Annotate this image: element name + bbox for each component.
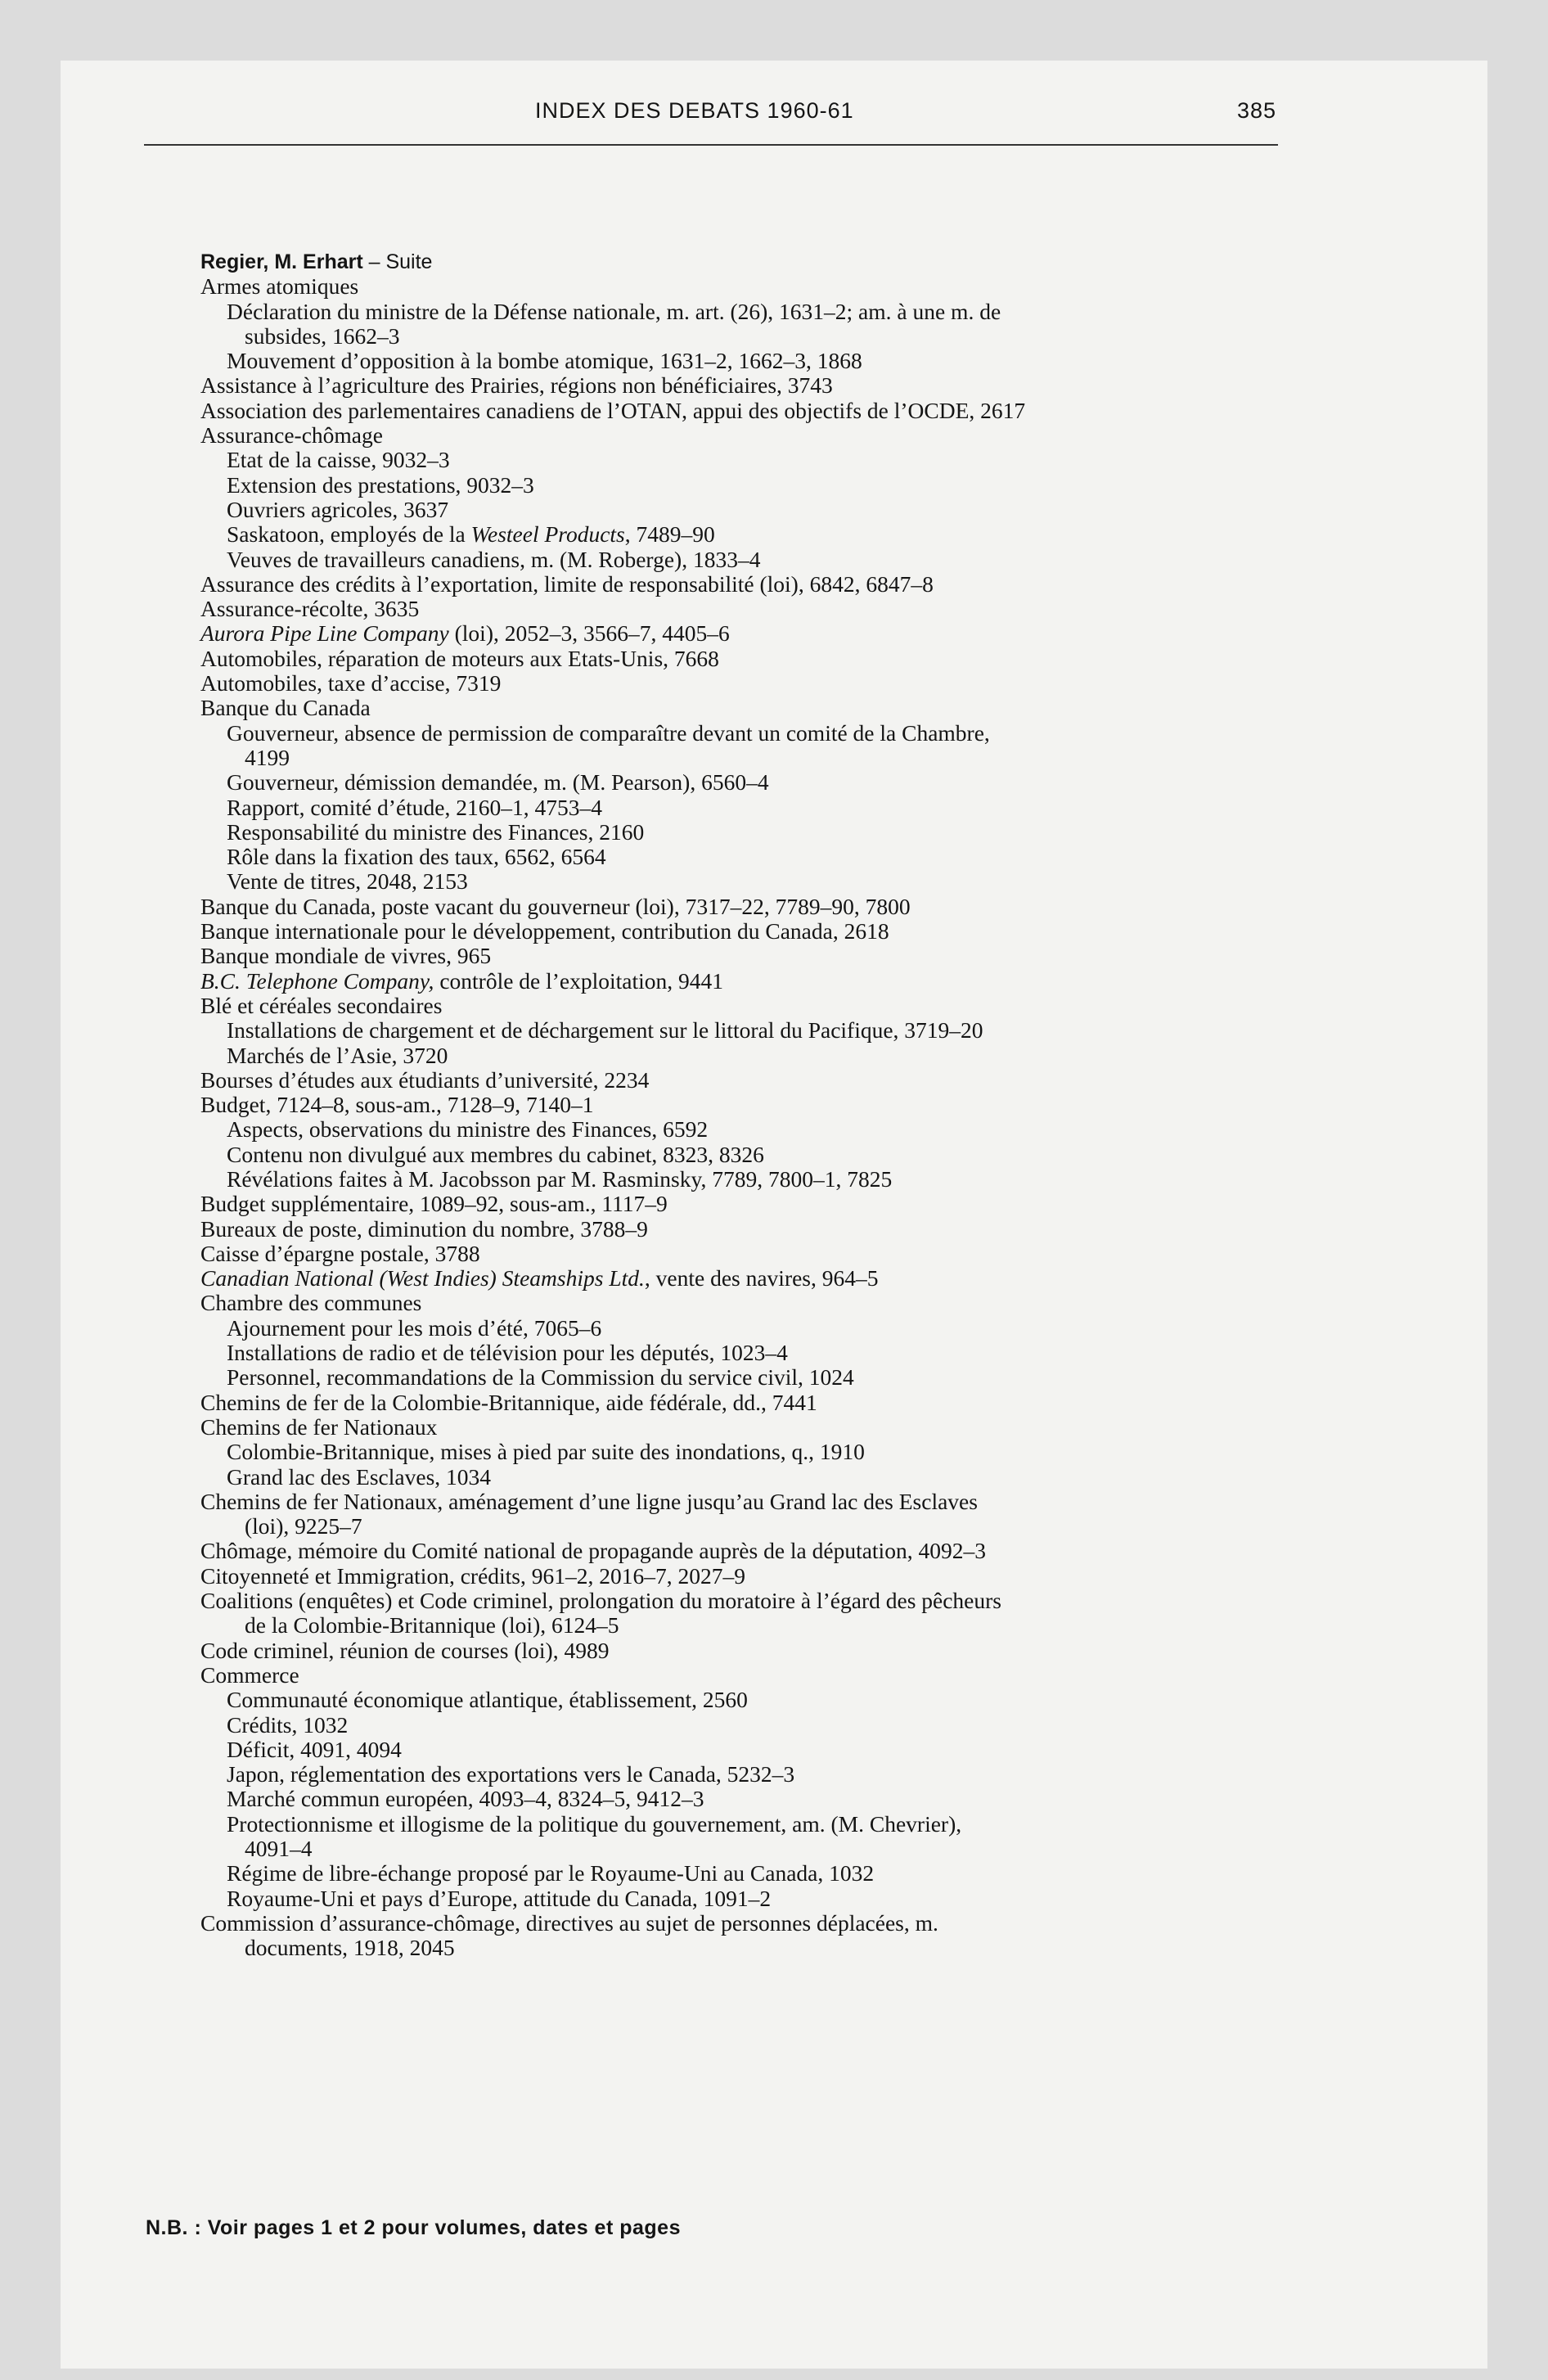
page-number: 385 — [1236, 98, 1276, 123]
index-entry — [200, 1539, 1346, 1563]
entry-text: (loi), 9225–7 — [245, 1513, 362, 1539]
index-entry — [200, 1415, 1346, 1440]
running-header — [142, 98, 1276, 131]
index-subentry — [200, 845, 1346, 869]
entry-text: Association des parlementaires canadiens de l’OTAN, appui des objectifs de l’OCDE, 2617 — [200, 397, 1026, 423]
index-subentry — [200, 1886, 1346, 1911]
index-subentry — [200, 1688, 1346, 1712]
entry-text: Déficit, 4091, 4094 — [227, 1736, 402, 1762]
entry-text: Extension des prestations, 9032–3 — [227, 471, 534, 498]
index-subentry — [200, 1713, 1346, 1738]
index-entry — [200, 1639, 1346, 1663]
entry-title-italic: Westeel Products — [470, 521, 625, 548]
entry-text: documents, 1918, 2045 — [245, 1935, 455, 1961]
entry-text: 4091–4 — [245, 1836, 313, 1861]
index-entry — [200, 1490, 1346, 1514]
index-entry-continuation — [200, 1837, 1346, 1861]
index-entry — [200, 597, 1346, 621]
index-entry — [200, 1068, 1346, 1093]
index-entry — [200, 944, 1346, 968]
index-entry — [200, 671, 1346, 696]
entry-text: Blé et céréales secondaires — [200, 992, 443, 1018]
index-subentry — [200, 1143, 1346, 1167]
entry-text: Rapport, comité d’étude, 2160–1, 4753–4 — [227, 794, 603, 820]
entry-text: 4199 — [245, 744, 290, 770]
entry-text: de la Colombie-Britannique (loi), 6124–5 — [245, 1612, 619, 1639]
index-subentry — [200, 1316, 1346, 1341]
index-entry — [200, 1391, 1346, 1415]
entry-text: Contenu non divulgué aux membres du cabinet, 8323, 8326 — [227, 1141, 764, 1167]
entry-text: Grand lac des Esclaves, 1034 — [227, 1463, 492, 1490]
entry-text: Coalitions (enquêtes) et Code criminel, prolongation du moratoire à l’égard des pêcheurs — [200, 1588, 1002, 1614]
entry-title-italic: Canadian National (West Indies) Steamships Ltd. — [200, 1265, 645, 1291]
entry-text: Commission d’assurance-chômage, directives au sujet de personnes déplacées, m. — [200, 1909, 938, 1936]
entry-text: Installations de chargement et de déchargement sur le littoral du Pacifique, 3719–20 — [227, 1017, 983, 1044]
entry-text: Saskatoon, employés de la — [227, 521, 471, 548]
entry-pages: , 7489–90 — [624, 521, 715, 548]
heading-suffix: – Suite — [362, 250, 433, 273]
index-subentry — [200, 1365, 1346, 1390]
index-entry — [200, 274, 1346, 299]
entry-list — [200, 274, 1346, 1960]
entry-text: Aspects, observations du ministre des Finances, 6592 — [227, 1116, 709, 1143]
index-subentry — [200, 1018, 1346, 1043]
entry-text: Banque du Canada — [200, 695, 371, 721]
index-subentry — [200, 349, 1346, 373]
index-subentry — [200, 796, 1346, 820]
entry-text: Veuves de travailleurs canadiens, m. (M. Roberge), 1833–4 — [227, 546, 761, 572]
index-subentry — [200, 1787, 1346, 1811]
index-subentry — [200, 300, 1346, 324]
index-entry-continuation — [200, 1936, 1346, 1960]
entry-text: Chemins de fer Nationaux — [200, 1413, 438, 1440]
index-subentry — [200, 498, 1346, 522]
entry-text: Responsabilité du ministre des Finances, 2160 — [227, 818, 645, 845]
index-subentry — [200, 548, 1346, 572]
index-entry — [200, 1217, 1346, 1242]
entry-text: Armes atomiques — [200, 273, 359, 300]
index-entry — [200, 621, 1346, 646]
entry-text: Chemins de fer de la Colombie-Britannique, aide fédérale, dd., 7441 — [200, 1389, 817, 1415]
entry-text: Citoyenneté et Immigration, crédits, 961–2, 2016–7, 2027–9 — [200, 1562, 746, 1589]
index-entry — [200, 423, 1346, 448]
index-subentry — [200, 1738, 1346, 1762]
index-entry — [200, 1663, 1346, 1688]
entry-text: Ajournement pour les mois d’été, 7065–6 — [227, 1314, 602, 1341]
index-subentry — [200, 473, 1346, 498]
entry-text: Commerce — [200, 1661, 299, 1688]
entry-text: Chambre des communes — [200, 1290, 422, 1316]
heading-name: Regier, M. Erhart — [200, 250, 363, 273]
index-entry — [200, 1564, 1346, 1589]
footer-note: N.B. : Voir pages 1 et 2 pour volumes, dates et pages — [146, 2216, 681, 2239]
entry-text: Protectionnisme et illogisme de la politique du gouvernement, am. (M. Chevrier), — [227, 1810, 962, 1837]
entry-text: Crédits, 1032 — [227, 1711, 349, 1738]
entry-text: Vente de titres, 2048, 2153 — [227, 868, 468, 895]
index-entry — [200, 1911, 1346, 1936]
index-entry — [200, 1093, 1346, 1117]
entry-text: Assurance des crédits à l’exportation, limite de responsabilité (loi), 6842, 6847–8 — [200, 570, 934, 597]
entry-pages: , vente des navires, 964–5 — [644, 1265, 879, 1291]
entry-text: Code criminel, réunion de courses (loi), 4989 — [200, 1637, 610, 1663]
index-subentry — [200, 1861, 1346, 1886]
entry-text: Révélations faites à M. Jacobsson par M. Rasminsky, 7789, 7800–1, 7825 — [227, 1165, 893, 1192]
entry-text: Marchés de l’Asie, 3720 — [227, 1042, 448, 1068]
index-entry — [200, 399, 1346, 423]
entry-text: Ouvriers agricoles, 3637 — [227, 496, 449, 522]
index-entry — [200, 696, 1346, 720]
entry-text: Bourses d’études aux étudiants d’université, 2234 — [200, 1066, 650, 1093]
entry-title-italic: Aurora Pipe Line Company — [200, 620, 449, 647]
index-entry — [200, 969, 1346, 994]
index-entry — [200, 1589, 1346, 1613]
entry-text: Automobiles, réparation de moteurs aux Etats-Unis, 7668 — [200, 645, 719, 671]
entry-pages: (loi), 2052–3, 3566–7, 4405–6 — [448, 620, 730, 647]
index-entry — [200, 1242, 1346, 1266]
header-title: INDEX DES DEBATS 1960-61 — [535, 98, 854, 123]
entry-text: subsides, 1662–3 — [245, 322, 400, 349]
entry-text: Colombie-Britannique, mises à pied par suite des inondations, q., 1910 — [227, 1439, 865, 1465]
entry-text: Automobiles, taxe d’accise, 7319 — [200, 670, 502, 696]
index-entry — [200, 647, 1346, 671]
index-subentry — [200, 1167, 1346, 1192]
index-entry — [200, 919, 1346, 944]
index-subentry — [200, 820, 1346, 845]
index-subentry — [200, 721, 1346, 746]
entry-text: Gouverneur, absence de permission de comparaître devant un comité de la Chambre, — [227, 719, 990, 746]
index-subentry — [200, 1440, 1346, 1464]
index-entry — [200, 1266, 1346, 1291]
index-heading — [200, 249, 1346, 274]
entry-text: Banque mondiale de vivres, 965 — [200, 943, 492, 969]
index-entry — [200, 373, 1346, 398]
index-entry — [200, 1291, 1346, 1315]
index-entry-continuation — [200, 1613, 1346, 1638]
index-entry — [200, 572, 1346, 597]
index-subentry — [200, 1762, 1346, 1787]
entry-pages: contrôle de l’exploitation, 9441 — [434, 967, 724, 994]
entry-text: Caisse d’épargne postale, 3788 — [200, 1240, 480, 1266]
entry-text: Budget supplémentaire, 1089–92, sous-am., 1117–9 — [200, 1191, 668, 1217]
index-subentry — [200, 1341, 1346, 1365]
entry-text: Déclaration du ministre de la Défense nationale, m. art. (26), 1631–2; am. à une m. de — [227, 298, 1001, 324]
entry-text: Banque du Canada, poste vacant du gouverneur (loi), 7317–22, 7789–90, 7800 — [200, 893, 911, 919]
entry-text: Personnel, recommandations de la Commission du service civil, 1024 — [227, 1364, 854, 1391]
index-subentry — [200, 1117, 1346, 1142]
index-entry-continuation — [200, 1514, 1346, 1539]
index-subentry — [200, 1812, 1346, 1837]
entry-text: Chômage, mémoire du Comité national de propagande auprès de la députation, 4092–3 — [200, 1538, 986, 1564]
index-entry — [200, 994, 1346, 1018]
entry-text: Assurance-chômage — [200, 422, 383, 449]
entry-text: Rôle dans la fixation des taux, 6562, 6564 — [227, 844, 606, 870]
header-rule — [144, 144, 1278, 146]
entry-text: Japon, réglementation des exportations vers le Canada, 5232–3 — [227, 1761, 795, 1787]
index-subentry — [200, 869, 1346, 894]
entry-text: Installations de radio et de télévision pour les députés, 1023–4 — [227, 1340, 788, 1366]
entry-text: Budget, 7124–8, sous-am., 7128–9, 7140–1 — [200, 1092, 594, 1118]
entry-text: Régime de libre-échange proposé par le Royaume-Uni au Canada, 1032 — [227, 1860, 875, 1886]
index-subentry — [200, 1465, 1346, 1490]
index-subentry — [200, 770, 1346, 795]
entry-text: Chemins de fer Nationaux, aménagement d’une ligne jusqu’au Grand lac des Esclaves — [200, 1488, 978, 1514]
entry-text: Bureaux de poste, diminution du nombre, 3788–9 — [200, 1215, 648, 1242]
index-subentry — [200, 522, 1346, 547]
entry-text: Etat de la caisse, 9032–3 — [227, 447, 450, 473]
entry-text: Banque internationale pour le développement, contribution du Canada, 2618 — [200, 918, 889, 944]
entry-text: Marché commun européen, 4093–4, 8324–5, 9412–3 — [227, 1786, 704, 1812]
entry-text: Communauté économique atlantique, établissement, 2560 — [227, 1687, 748, 1713]
index-entries — [200, 249, 1346, 1960]
index-subentry — [200, 1044, 1346, 1068]
index-subentry — [200, 448, 1346, 472]
entry-text: Gouverneur, démission demandée, m. (M. Pearson), 6560–4 — [227, 769, 769, 796]
index-entry-continuation — [200, 746, 1346, 770]
index-entry — [200, 895, 1346, 919]
entry-text: Royaume-Uni et pays d’Europe, attitude du Canada, 1091–2 — [227, 1885, 772, 1911]
index-entry-continuation — [200, 324, 1346, 349]
entry-text: Mouvement d’opposition à la bombe atomique, 1631–2, 1662–3, 1868 — [227, 348, 862, 374]
entry-text: Assurance-récolte, 3635 — [200, 596, 420, 622]
entry-title-italic: B.C. Telephone Company, — [200, 967, 434, 994]
entry-text: Assistance à l’agriculture des Prairies, régions non bénéficiaires, 3743 — [200, 372, 833, 399]
index-entry — [200, 1192, 1346, 1216]
